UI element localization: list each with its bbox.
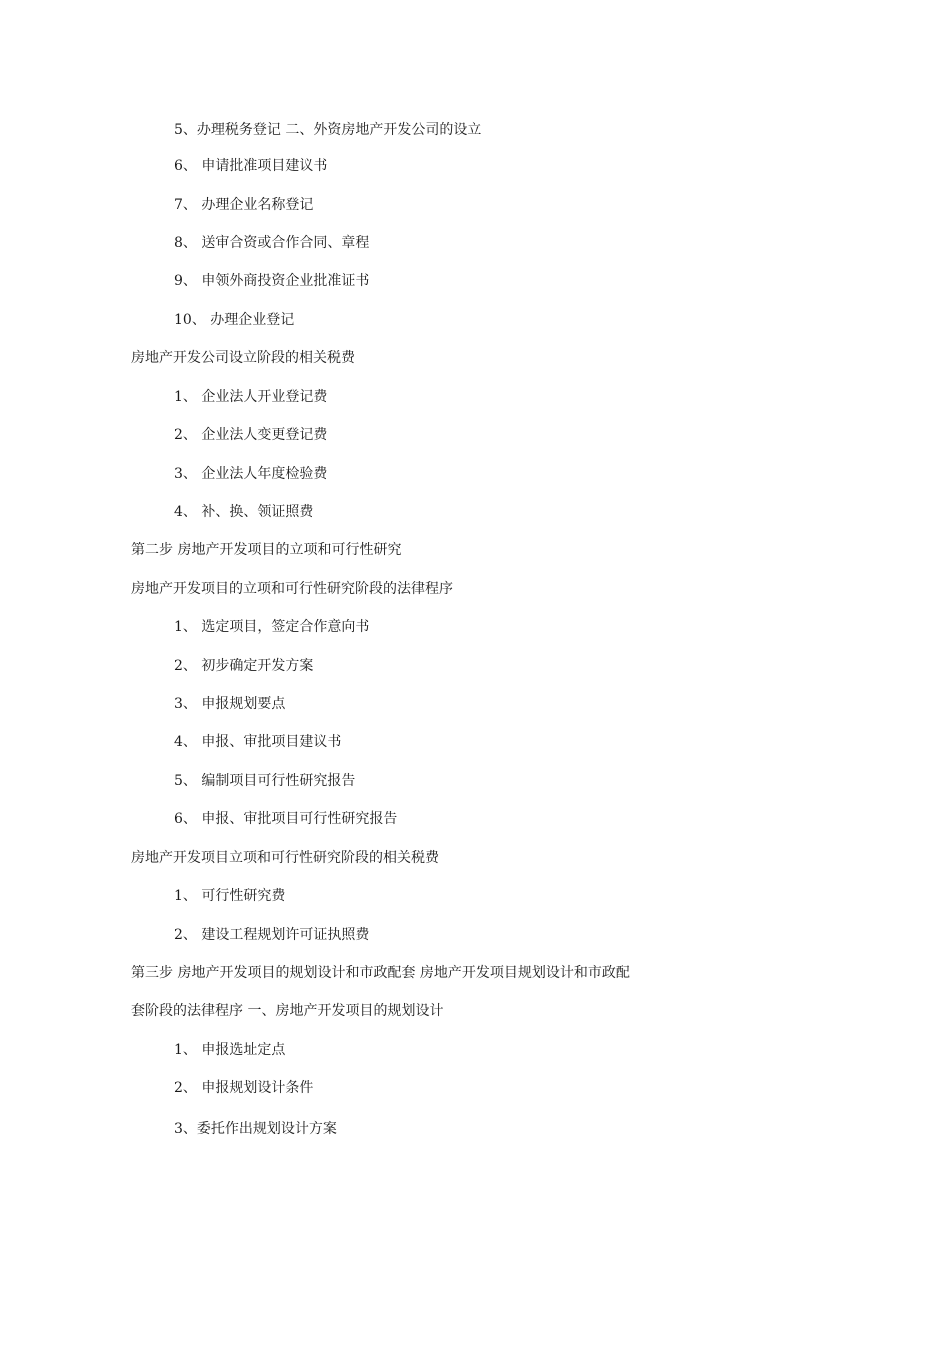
list-item: 4、 申报、审批项目建议书 <box>174 734 342 750</box>
section-heading: 房地产开发公司设立阶段的相关税费 <box>131 350 355 366</box>
list-item: 6、 申请批准项目建议书 <box>174 158 328 174</box>
list-item: 10、 办理企业登记 <box>174 312 295 328</box>
list-item: 2、 企业法人变更登记费 <box>174 427 328 443</box>
list-item: 1、 可行性研究费 <box>174 888 286 904</box>
list-item: 1、 企业法人开业登记费 <box>174 389 328 405</box>
list-item: 2、 初步确定开发方案 <box>174 658 314 674</box>
list-item: 3、委托作出规划设计方案 <box>174 1121 337 1137</box>
step-heading: 第二步 房地产开发项目的立项和可行性研究 <box>131 542 402 558</box>
section-heading: 套阶段的法律程序 一、房地产开发项目的规划设计 <box>131 1003 444 1019</box>
list-item: 2、 建设工程规划许可证执照费 <box>174 927 370 943</box>
list-item: 2、 申报规划设计条件 <box>174 1080 314 1096</box>
list-item: 4、 补、换、领证照费 <box>174 504 314 520</box>
section-heading: 房地产开发项目立项和可行性研究阶段的相关税费 <box>131 850 439 866</box>
list-item: 1、 申报选址定点 <box>174 1042 286 1058</box>
list-item: 3、 申报规划要点 <box>174 696 286 712</box>
step-heading: 第三步 房地产开发项目的规划设计和市政配套 房地产开发项目规划设计和市政配 <box>131 965 630 981</box>
list-item: 9、 申领外商投资企业批准证书 <box>174 273 370 289</box>
list-item: 6、 申报、审批项目可行性研究报告 <box>174 811 398 827</box>
section-heading: 房地产开发项目的立项和可行性研究阶段的法律程序 <box>131 581 453 597</box>
list-item: 1、 选定项目，签定合作意向书 <box>174 619 370 635</box>
list-item: 5、办理税务登记 二、外资房地产开发公司的设立 <box>174 122 482 138</box>
list-item: 8、 送审合资或合作合同、章程 <box>174 235 370 251</box>
list-item: 5、 编制项目可行性研究报告 <box>174 773 356 789</box>
list-item: 7、 办理企业名称登记 <box>174 197 314 213</box>
list-item: 3、 企业法人年度检验费 <box>174 466 328 482</box>
